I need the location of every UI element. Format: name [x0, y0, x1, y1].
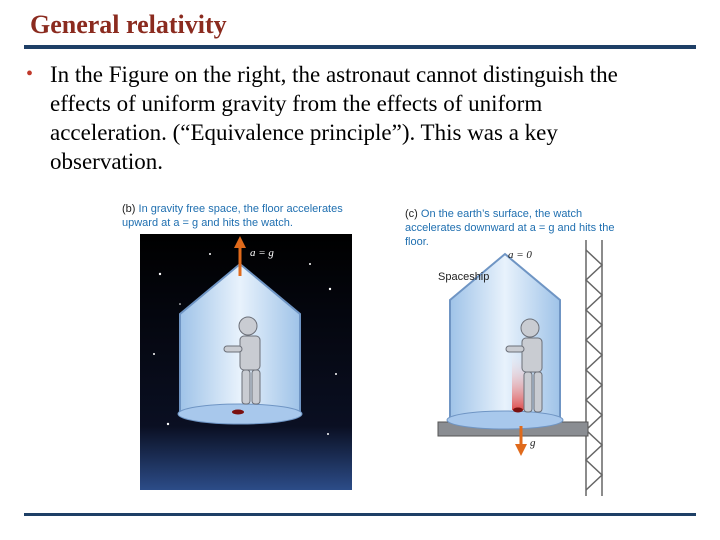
watch [513, 408, 523, 413]
spaceship-label: Spaceship [438, 271, 490, 283]
launch-tower [586, 240, 602, 496]
figure-c-illustration [430, 240, 610, 496]
figure-b-label: (b) [122, 203, 136, 215]
footer-divider [24, 513, 696, 516]
ship-floor [447, 411, 563, 429]
bullet-marker: • [26, 63, 34, 85]
figure-c-label: (c) [405, 208, 418, 220]
gravity-arrowhead [515, 444, 527, 456]
watch [232, 410, 244, 415]
accel-label-c: a = 0 [508, 249, 532, 261]
figure-b-caption-block [122, 202, 362, 230]
bullet-text: In the Figure on the right, the astronaut cannot distinguish the effects of uniform gravity from the effects of uniform acceleration. (“Equivalence principle”). This was a key observation. [50, 62, 618, 174]
figure-b-illustration [140, 234, 352, 490]
figure-b-caption: In gravity free space, the floor accelerates upward at a = g and hits the watch. [122, 203, 343, 229]
slide-title: General relativity [30, 10, 227, 39]
figure-c-caption: On the earth’s surface, the watch accelerates downward at a = g and hits the floor. [405, 208, 615, 248]
accel-label-b: a = g [250, 247, 274, 259]
g-label: g [530, 437, 536, 449]
title-divider [24, 45, 696, 49]
